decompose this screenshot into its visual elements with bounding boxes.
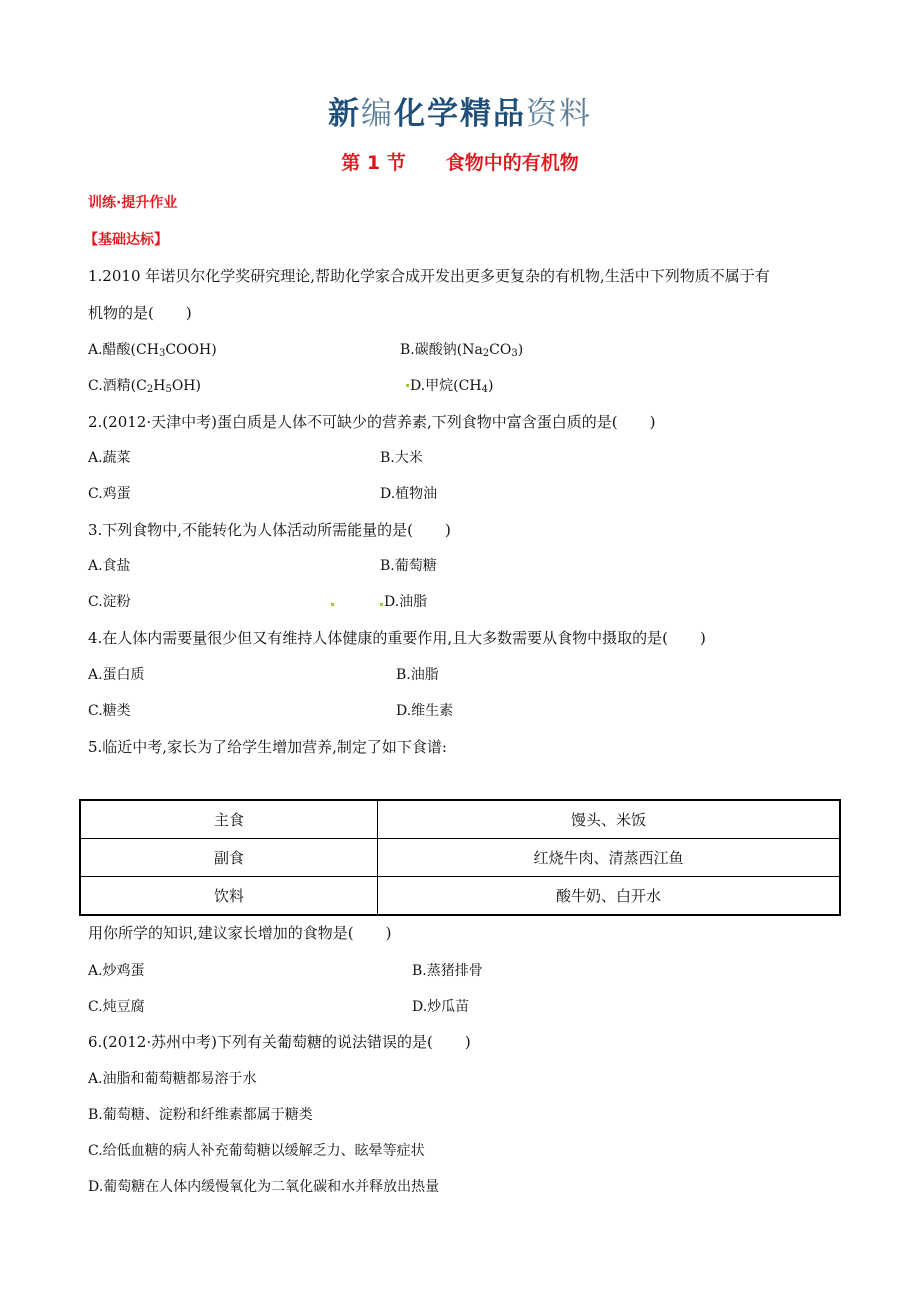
table-row <box>80 839 840 877</box>
q5-stem: 5.临近中考,家长为了给学生增加营养,制定了如下食谱: <box>88 738 447 756</box>
q1-option-b: B.碳酸钠$(Na_2CO_3)$ <box>400 342 524 359</box>
table-cell: 副食 <box>80 839 378 877</box>
table-cell: 红烧牛肉、清蒸西江鱼 <box>378 839 841 877</box>
q5-option-d: D.炒瓜苗 <box>412 999 470 1015</box>
banner-part-2: 编 <box>361 96 394 132</box>
q1-stem-line1: 1.2010 年诺贝尔化学奖研究理论,帮助化学家合成开发出更多更复杂的有机物,生活中下列物质不属于有 <box>88 267 770 285</box>
q3-option-b: B.葡萄糖 <box>380 558 437 574</box>
q5-option-b: B.蒸猪排骨 <box>412 963 483 979</box>
q6-stem: 6.(2012·苏州中考)下列有关葡萄糖的说法错误的是( ) <box>88 1033 471 1051</box>
q6-option-d: D.葡萄糖在人体内缓慢氧化为二氧化碳和水并释放出热量 <box>88 1179 440 1195</box>
q3-option-c: C.淀粉 <box>88 594 131 610</box>
banner-part-4: 资料 <box>526 96 592 132</box>
table-cell: 主食 <box>80 800 378 839</box>
q1-option-c: C.酒精$(C_2H_5OH)$ <box>88 378 201 395</box>
recipe-table <box>79 799 841 916</box>
banner-part-3: 化学精品 <box>394 96 526 132</box>
q1-option-d: D.甲烷$(CH_4)$ <box>410 378 494 395</box>
table-cell: 馒头、米饭 <box>378 800 841 839</box>
q5-follow: 用你所学的知识,建议家长增加的食物是( ) <box>88 924 392 942</box>
practice-label: 训练·提升作业 <box>88 195 178 211</box>
table-cell: 饮料 <box>80 877 378 916</box>
section-number: 第 1 节 <box>341 152 406 174</box>
document-banner <box>0 88 920 133</box>
section-title <box>0 148 920 175</box>
q2-option-c: C.鸡蛋 <box>88 486 131 502</box>
table-row <box>80 800 840 839</box>
q4-option-c: C.糖类 <box>88 703 131 719</box>
table-cell: 酸牛奶、白开水 <box>378 877 841 916</box>
q2-option-a: A.蔬菜 <box>88 450 131 466</box>
q5-option-c: C.炖豆腐 <box>88 999 145 1015</box>
q2-option-d: D.植物油 <box>380 486 438 502</box>
q4-stem: 4.在人体内需要量很少但又有维持人体健康的重要作用,且大多数需要从食物中摄取的是( ) <box>88 629 706 647</box>
q4-option-d: D.维生素 <box>396 703 454 719</box>
q4-option-b: B.油脂 <box>396 667 439 683</box>
q5-option-a: A.炒鸡蛋 <box>88 963 145 979</box>
q6-option-a: A.油脂和葡萄糖都易溶于水 <box>88 1071 257 1087</box>
q3-stem: 3.下列食物中,不能转化为人体活动所需能量的是( ) <box>88 521 451 539</box>
basic-label: 【基础达标】 <box>84 232 168 248</box>
q6-option-b: B.葡萄糖、淀粉和纤维素都属于糖类 <box>88 1107 313 1123</box>
q1-stem-line2: 机物的是( ) <box>88 304 192 322</box>
q2-stem: 2.(2012·天津中考)蛋白质是人体不可缺少的营养素,下列食物中富含蛋白质的是( ) <box>88 413 656 431</box>
section-name: 食物中的有机物 <box>445 152 579 174</box>
banner-part-1: 新 <box>328 96 361 132</box>
q2-option-b: B.大米 <box>380 450 423 466</box>
q3-option-a: A.食盐 <box>88 558 131 574</box>
speck-mark <box>406 384 409 387</box>
speck-mark <box>331 603 334 606</box>
table-row <box>80 877 840 916</box>
q4-option-a: A.蛋白质 <box>88 667 145 683</box>
speck-mark <box>380 603 383 606</box>
q6-option-c: C.给低血糖的病人补充葡萄糖以缓解乏力、眩晕等症状 <box>88 1143 425 1159</box>
q3-option-d: D.油脂 <box>384 594 428 610</box>
q1-option-a: A.醋酸$(CH_3COOH)$ <box>88 342 217 359</box>
